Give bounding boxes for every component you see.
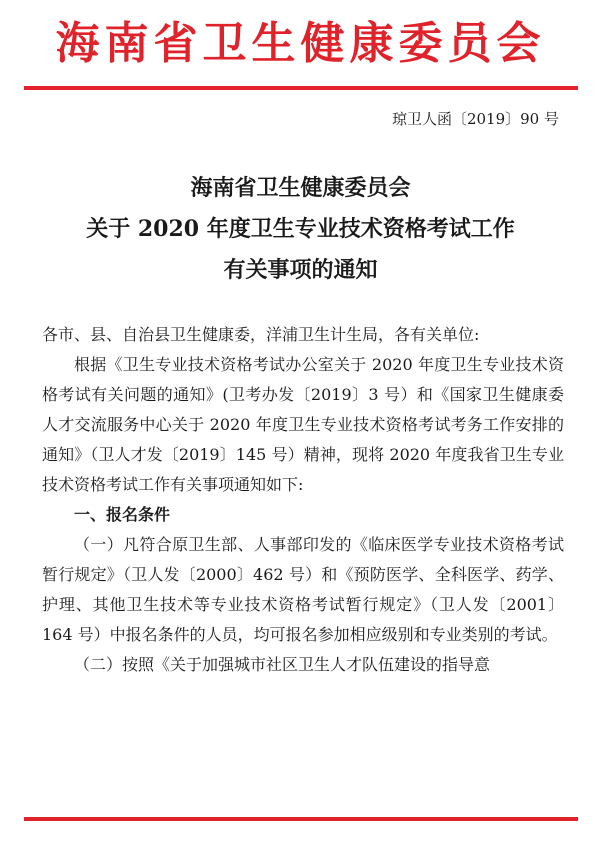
paragraph-item-1: （一）凡符合原卫生部、人事部印发的《临床医学专业技术资格考试暂行规定》（卫人发〔2000〕462 号）和《预防医学、全科医学、药学、护理、其他卫生技术等专业技术资格考试暂行规定》（卫人发〔2001〕164 号）中报名条件的人员，均可报名参加相应级别和专业类别的考试。 bbox=[42, 535, 564, 644]
salutation: 各市、县、自治县卫生健康委，洋浦卫生计生局，各有关单位: bbox=[42, 325, 480, 344]
section-heading: 一、报名条件 bbox=[74, 505, 171, 524]
paragraph-item-2: （二）按照《关于加强城市社区卫生人才队伍建设的指导意 bbox=[74, 655, 491, 674]
intro-paragraph: 根据《卫生专业技术资格考试办公室关于 2020 年度卫生专业技术资格考试有关问题的通知》(卫考办发〔2019〕3 号）和《国家卫生健康委人才交流服务中心关于 2020 年度卫生专业技术资格考试考务工作安排的通知》（卫人才发〔2019〕145 号）精神，现将 2020 年度我省卫生专业技术资格考试工作有关事项通知如下: bbox=[42, 355, 564, 494]
footer-red-rule bbox=[24, 817, 578, 821]
document-title bbox=[0, 168, 601, 291]
title-line-2: 关于 2020 年度卫生专业技术资格考试工作 bbox=[86, 216, 515, 242]
title-line-1: 海南省卫生健康委员会 bbox=[190, 175, 411, 201]
masthead-title: 海南省卫生健康委员会 bbox=[55, 18, 546, 69]
document-number: 琼卫人函〔2019〕90 号 bbox=[391, 110, 559, 128]
masthead-red-rule bbox=[24, 86, 578, 90]
title-line-3: 有关事项的通知 bbox=[223, 257, 378, 283]
document-body bbox=[42, 320, 564, 680]
